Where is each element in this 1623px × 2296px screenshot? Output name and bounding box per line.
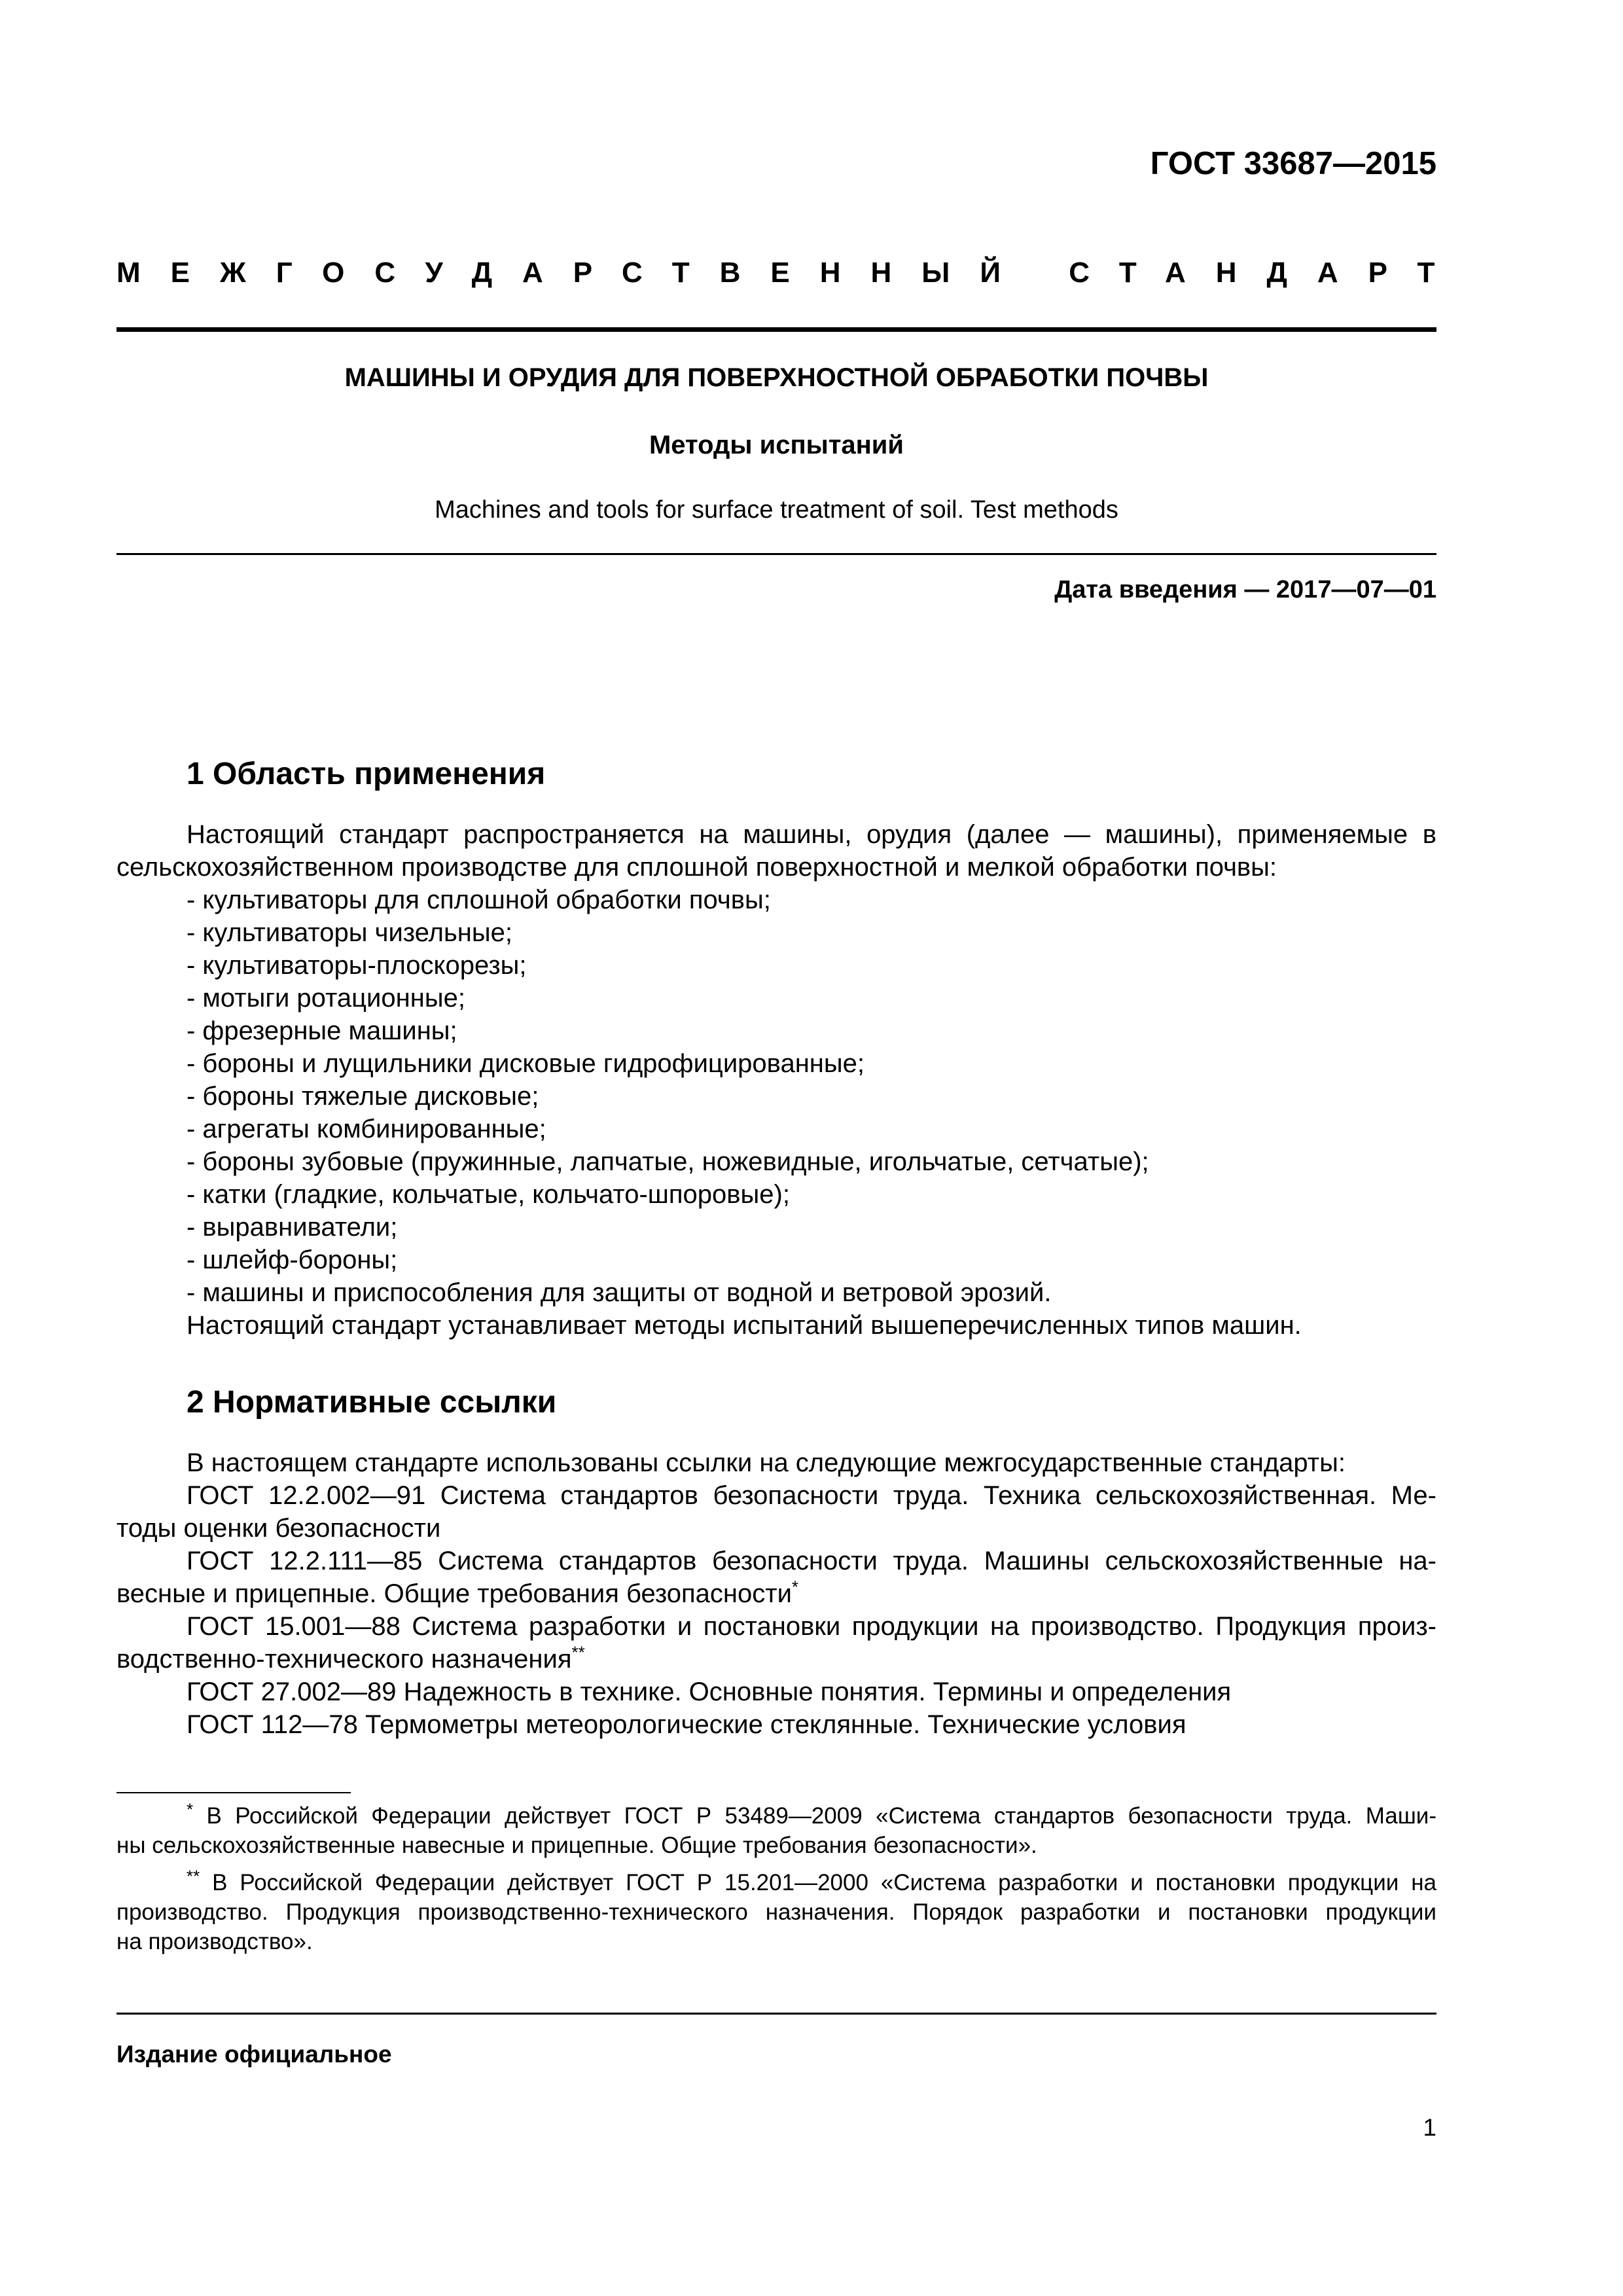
reference-2-text: весные и прицепные. Общие требования безопасности: [116, 1579, 792, 1608]
reference-2-line1: ГОСТ 12.2.111—85 Система стандартов безопасности труда. Машины сельскохозяйственные на-: [187, 1547, 1436, 1575]
reference-1-line2: тоды оценки безопасности: [116, 1514, 441, 1543]
list-item: - бороны зубовые (пружинные, лапчатые, ножевидные, игольчатые, сетчатые);: [187, 1147, 1149, 1176]
list-item: - фрезерные машины;: [187, 1016, 457, 1045]
footnote-2-text: В Российской Федерации действует ГОСТ Р 15.201—2000 «Система разработки и постановки продукции на: [212, 1870, 1436, 1895]
footnote-1-line2: ны сельскохозяйственные навесные и прицепные. Общие требования безопасности».: [116, 1833, 1037, 1858]
section-1-heading: 1 Область применения: [187, 757, 546, 791]
list-item: - культиваторы чизельные;: [187, 918, 512, 947]
list-item: - машины и приспособления для защиты от водной и ветровой эрозий.: [187, 1278, 1052, 1307]
footnote-2-line1: [116, 1868, 1436, 1897]
list-item: - выравниватели;: [187, 1213, 398, 1242]
footnote-marker: *: [187, 1799, 194, 1820]
standard-code: ГОСТ 33687—2015: [1150, 146, 1436, 181]
list-item: - бороны тяжелые дисковые;: [187, 1082, 539, 1111]
reference-3-line2: [116, 1643, 1436, 1676]
title-rule: [116, 553, 1436, 555]
footnote-1-text: В Российской Федерации действует ГОСТ Р 53489—2009 «Система стандартов безопасности труда. Маши-: [206, 1803, 1436, 1829]
footnote-separator: [116, 1792, 351, 1793]
effective-date: Дата введения — 2017—07—01: [1054, 576, 1436, 603]
official-edition-label: Издание официальное: [116, 2041, 392, 2068]
document-title: МАШИНЫ И ОРУДИЯ ДЛЯ ПОВЕРХНОСТНОЙ ОБРАБОТКИ ПОЧВЫ: [344, 363, 1209, 392]
section-1-closing: Настоящий стандарт устанавливает методы испытаний вышеперечисленных типов машин.: [187, 1311, 1302, 1340]
reference-5: ГОСТ 112—78 Термометры метеорологические стеклянные. Технические условия: [187, 1710, 1186, 1739]
footnote-marker: *: [791, 1577, 799, 1597]
list-item: - катки (гладкие, кольчатые, кольчато-шпоровые);: [187, 1180, 790, 1209]
page-number: 1: [1423, 2114, 1436, 2141]
list-item: - мотыги ротационные;: [187, 984, 465, 1013]
list-item: - шлейф-бороны;: [187, 1246, 398, 1274]
footnotes: [116, 1801, 1436, 1956]
list-item: - бороны и лущильники дисковые гидрофицированные;: [187, 1049, 865, 1078]
header-rule: [116, 327, 1436, 332]
section-1-intro-line2: сельскохозяйственном производстве для сплошной поверхностной и мелкой обработки почвы:: [116, 853, 1277, 882]
section-2-body: [116, 1446, 1436, 1741]
interstate-standard-label: МЕЖГОСУДАРСТВЕННЫЙ СТАНДАРТ: [116, 257, 1465, 289]
section-1-intro-line1: Настоящий стандарт распространяется на машины, орудия (далее — машины), применяемые в: [187, 820, 1436, 849]
section-1-body: [116, 818, 1436, 1342]
footnote-marker: **: [187, 1866, 200, 1886]
reference-4: ГОСТ 27.002—89 Надежность в технике. Основные понятия. Термины и определения: [187, 1677, 1232, 1706]
section-2-heading: 2 Нормативные ссылки: [187, 1385, 557, 1420]
list-item: - культиваторы для сплошной обработки почвы;: [187, 886, 771, 914]
footer-rule: [116, 2013, 1436, 2015]
list-item: - агрегаты комбинированные;: [187, 1115, 546, 1143]
footnote-1-line1: [116, 1801, 1436, 1831]
footnote-2-line3: на производство».: [116, 1929, 313, 1954]
reference-2-line2: [116, 1577, 1436, 1610]
section-2-intro: В настоящем стандарте использованы ссылки на следующие межгосударственные стандарты:: [187, 1448, 1346, 1477]
document-subtitle: Методы испытаний: [649, 431, 904, 459]
reference-3-text: водственно-технического назначения: [116, 1645, 572, 1674]
english-title: Machines and tools for surface treatment of soil. Test methods: [435, 496, 1118, 524]
footnote-marker: **: [571, 1642, 585, 1662]
reference-3-line1: ГОСТ 15.001—88 Система разработки и постановки продукции на производство. Продукция произ-: [187, 1612, 1436, 1641]
footnote-2-line2: производство. Продукция производственно-технического назначения. Порядок разработки и постановки продукции: [116, 1899, 1436, 1925]
list-item: - культиваторы-плоскорезы;: [187, 951, 527, 980]
reference-1-line1: ГОСТ 12.2.002—91 Система стандартов безопасности труда. Техника сельскохозяйственная. Ме-: [187, 1481, 1436, 1510]
